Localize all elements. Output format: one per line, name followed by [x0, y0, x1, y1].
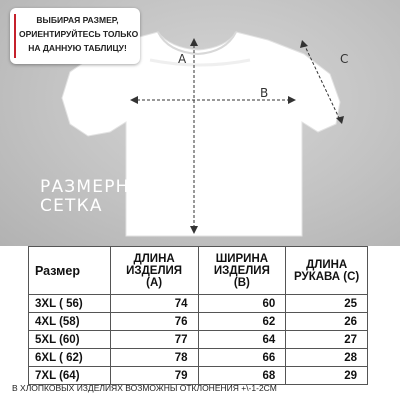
- size-cell: 7XL (64): [29, 367, 111, 385]
- width-cell: 60: [198, 295, 286, 313]
- length-cell: 77: [110, 331, 198, 349]
- tolerance-footnote: В ХЛОПКОВЫХ ИЗДЕЛИЯХ ВОЗМОЖНЫ ОТКЛОНЕНИЯ +\-1-2СМ: [12, 383, 277, 393]
- length-cell: 79: [110, 367, 198, 385]
- header-line: ШИРИНА: [215, 252, 269, 265]
- header-line: (B): [233, 276, 250, 289]
- dimension-c-arrow-top: [300, 40, 308, 48]
- length-cell: 76: [110, 313, 198, 331]
- table-row: [29, 331, 368, 349]
- dimension-a-arrow-top: [190, 38, 198, 46]
- dimension-a-label: A: [178, 52, 187, 66]
- notice-accent-bar: [14, 14, 16, 58]
- header-line: ДЛИНА: [306, 258, 348, 271]
- title-line-2: СЕТКА: [40, 196, 103, 216]
- header-line: ИЗДЕЛИЯ: [213, 264, 270, 277]
- width-cell: 66: [198, 349, 286, 367]
- header-line: ДЛИНА: [133, 252, 175, 265]
- size-cell: 3XL ( 56): [29, 295, 111, 313]
- header-line: ИЗДЕЛИЯ: [126, 264, 183, 277]
- header-width: [198, 247, 286, 295]
- table-row: [29, 295, 368, 313]
- size-table: [28, 246, 368, 385]
- notice-line: ВЫБИРАЯ РАЗМЕР,: [36, 15, 119, 25]
- size-notice-card: [10, 8, 140, 64]
- table-row: [29, 313, 368, 331]
- length-cell: 74: [110, 295, 198, 313]
- dimension-c-label: C: [340, 52, 349, 66]
- width-cell: 68: [198, 367, 286, 385]
- header-size: [29, 247, 111, 295]
- size-cell: 5XL (60): [29, 331, 111, 349]
- sleeve-cell: 27: [286, 331, 368, 349]
- size-cell: 4XL (58): [29, 313, 111, 331]
- sleeve-cell: 26: [286, 313, 368, 331]
- header-line: РУКАВА (C): [294, 270, 360, 283]
- sleeve-cell: 25: [286, 295, 368, 313]
- sleeve-cell: 29: [286, 367, 368, 385]
- size-cell: 6XL ( 62): [29, 349, 111, 367]
- sleeve-cell: 28: [286, 349, 368, 367]
- header-size-label: Размер: [35, 263, 81, 278]
- title-line-1: РАЗМЕРНАЯ: [40, 177, 156, 197]
- header-line: (A): [146, 276, 163, 289]
- notice-line: ОРИЕНТИРУЙТЕСЬ ТОЛЬКО: [19, 29, 139, 39]
- size-chart-title: [40, 178, 155, 216]
- header-sleeve: [286, 247, 368, 295]
- width-cell: 62: [198, 313, 286, 331]
- notice-line: НА ДАННУЮ ТАБЛИЦУ!: [28, 43, 127, 53]
- header-length: [110, 247, 198, 295]
- table-row: [29, 349, 368, 367]
- table-header-row: [29, 247, 368, 295]
- length-cell: 78: [110, 349, 198, 367]
- width-cell: 64: [198, 331, 286, 349]
- dimension-b-label: B: [260, 86, 269, 100]
- table-row: [29, 367, 368, 385]
